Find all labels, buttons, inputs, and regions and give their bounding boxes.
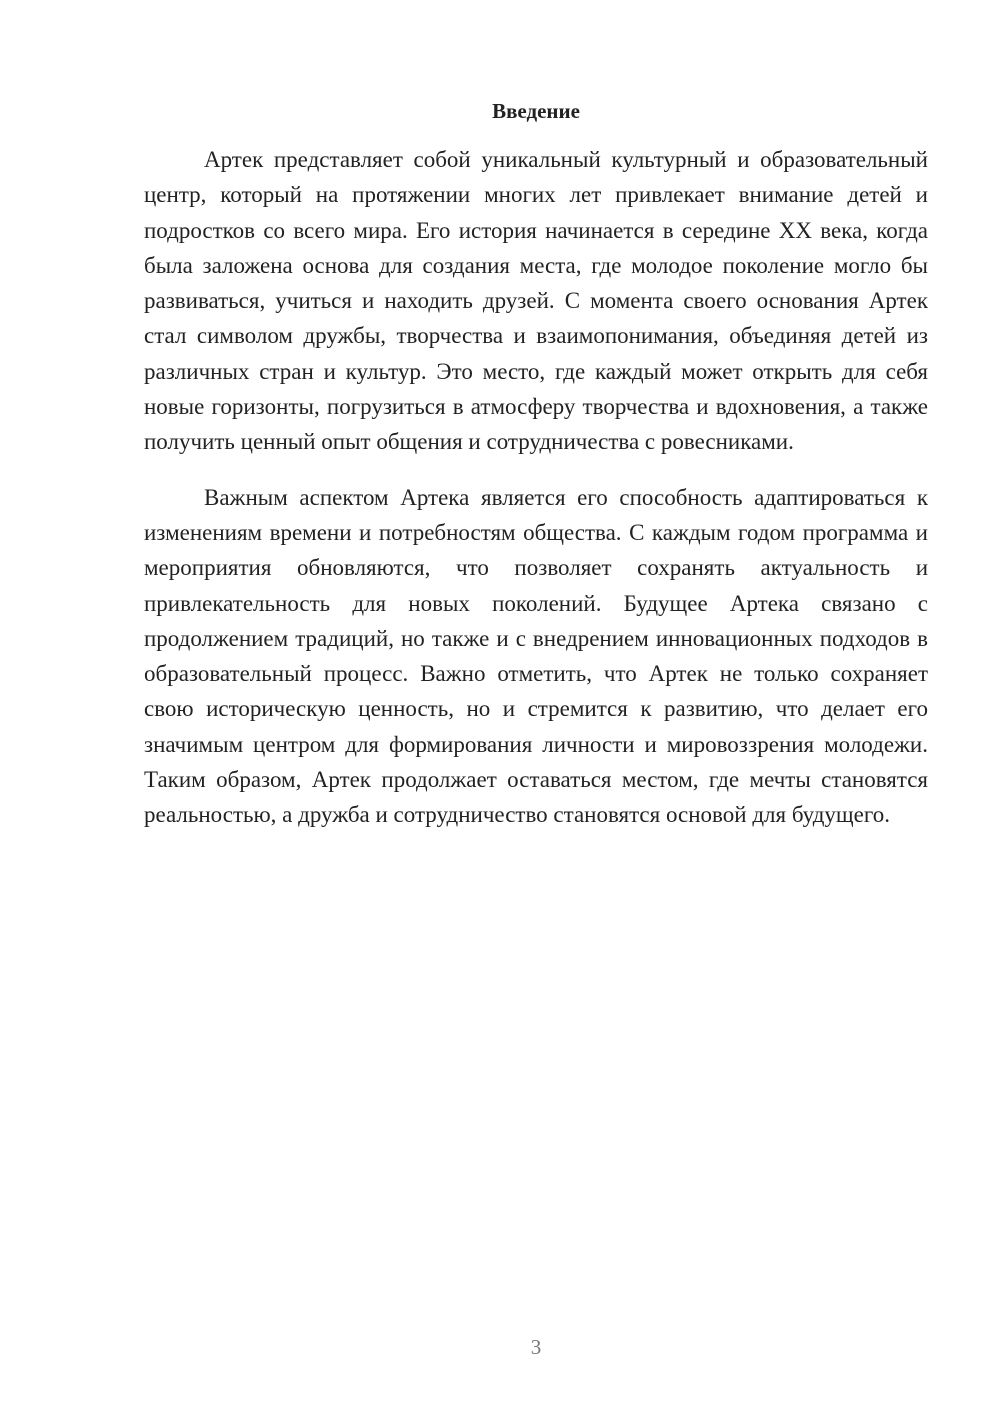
document-body (144, 142, 928, 833)
paragraph-1: Артек представляет собой уникальный культурный и образовательный центр, который на протяжении многих лет привлекает внимание детей и подростков со всего мира. Его история начинается в середине XX века, когда была заложена основа для создания места, где молодое поколение могло бы развиваться, учиться и находить друзей. С момента своего основания Артек стал символом дружбы, творчества и взаимопонимания, объединяя детей из различных стран и культур. Это место, где каждый может открыть для себя новые горизонты, погрузиться в атмосферу творчества и вдохновения, а также получить ценный опыт общения и сотрудничества с ровесниками. (144, 147, 928, 455)
page-title: Введение (492, 99, 580, 123)
paragraph-2: Важным аспектом Артека является его способность адаптироваться к изменениям времени и потребностям общества. С каждым годом программа и мероприятия обновляются, что позволяет сохранять актуальность и привлекательность для новых поколений. Будущее Артека связано с продолжением традиций, но также и с внедрением инновационных подходов в образовательный процесс. Важно отметить, что Артек не только сохраняет свою историческую ценность, но и стремится к развитию, что делает его значимым центром для формирования личности и мировоззрения молодежи. Таким образом, Артек продолжает оставаться местом, где мечты становятся реальностью, а дружба и сотрудничество становятся основой для будущего. (144, 484, 928, 828)
page-number: 3 (530, 1335, 542, 1359)
